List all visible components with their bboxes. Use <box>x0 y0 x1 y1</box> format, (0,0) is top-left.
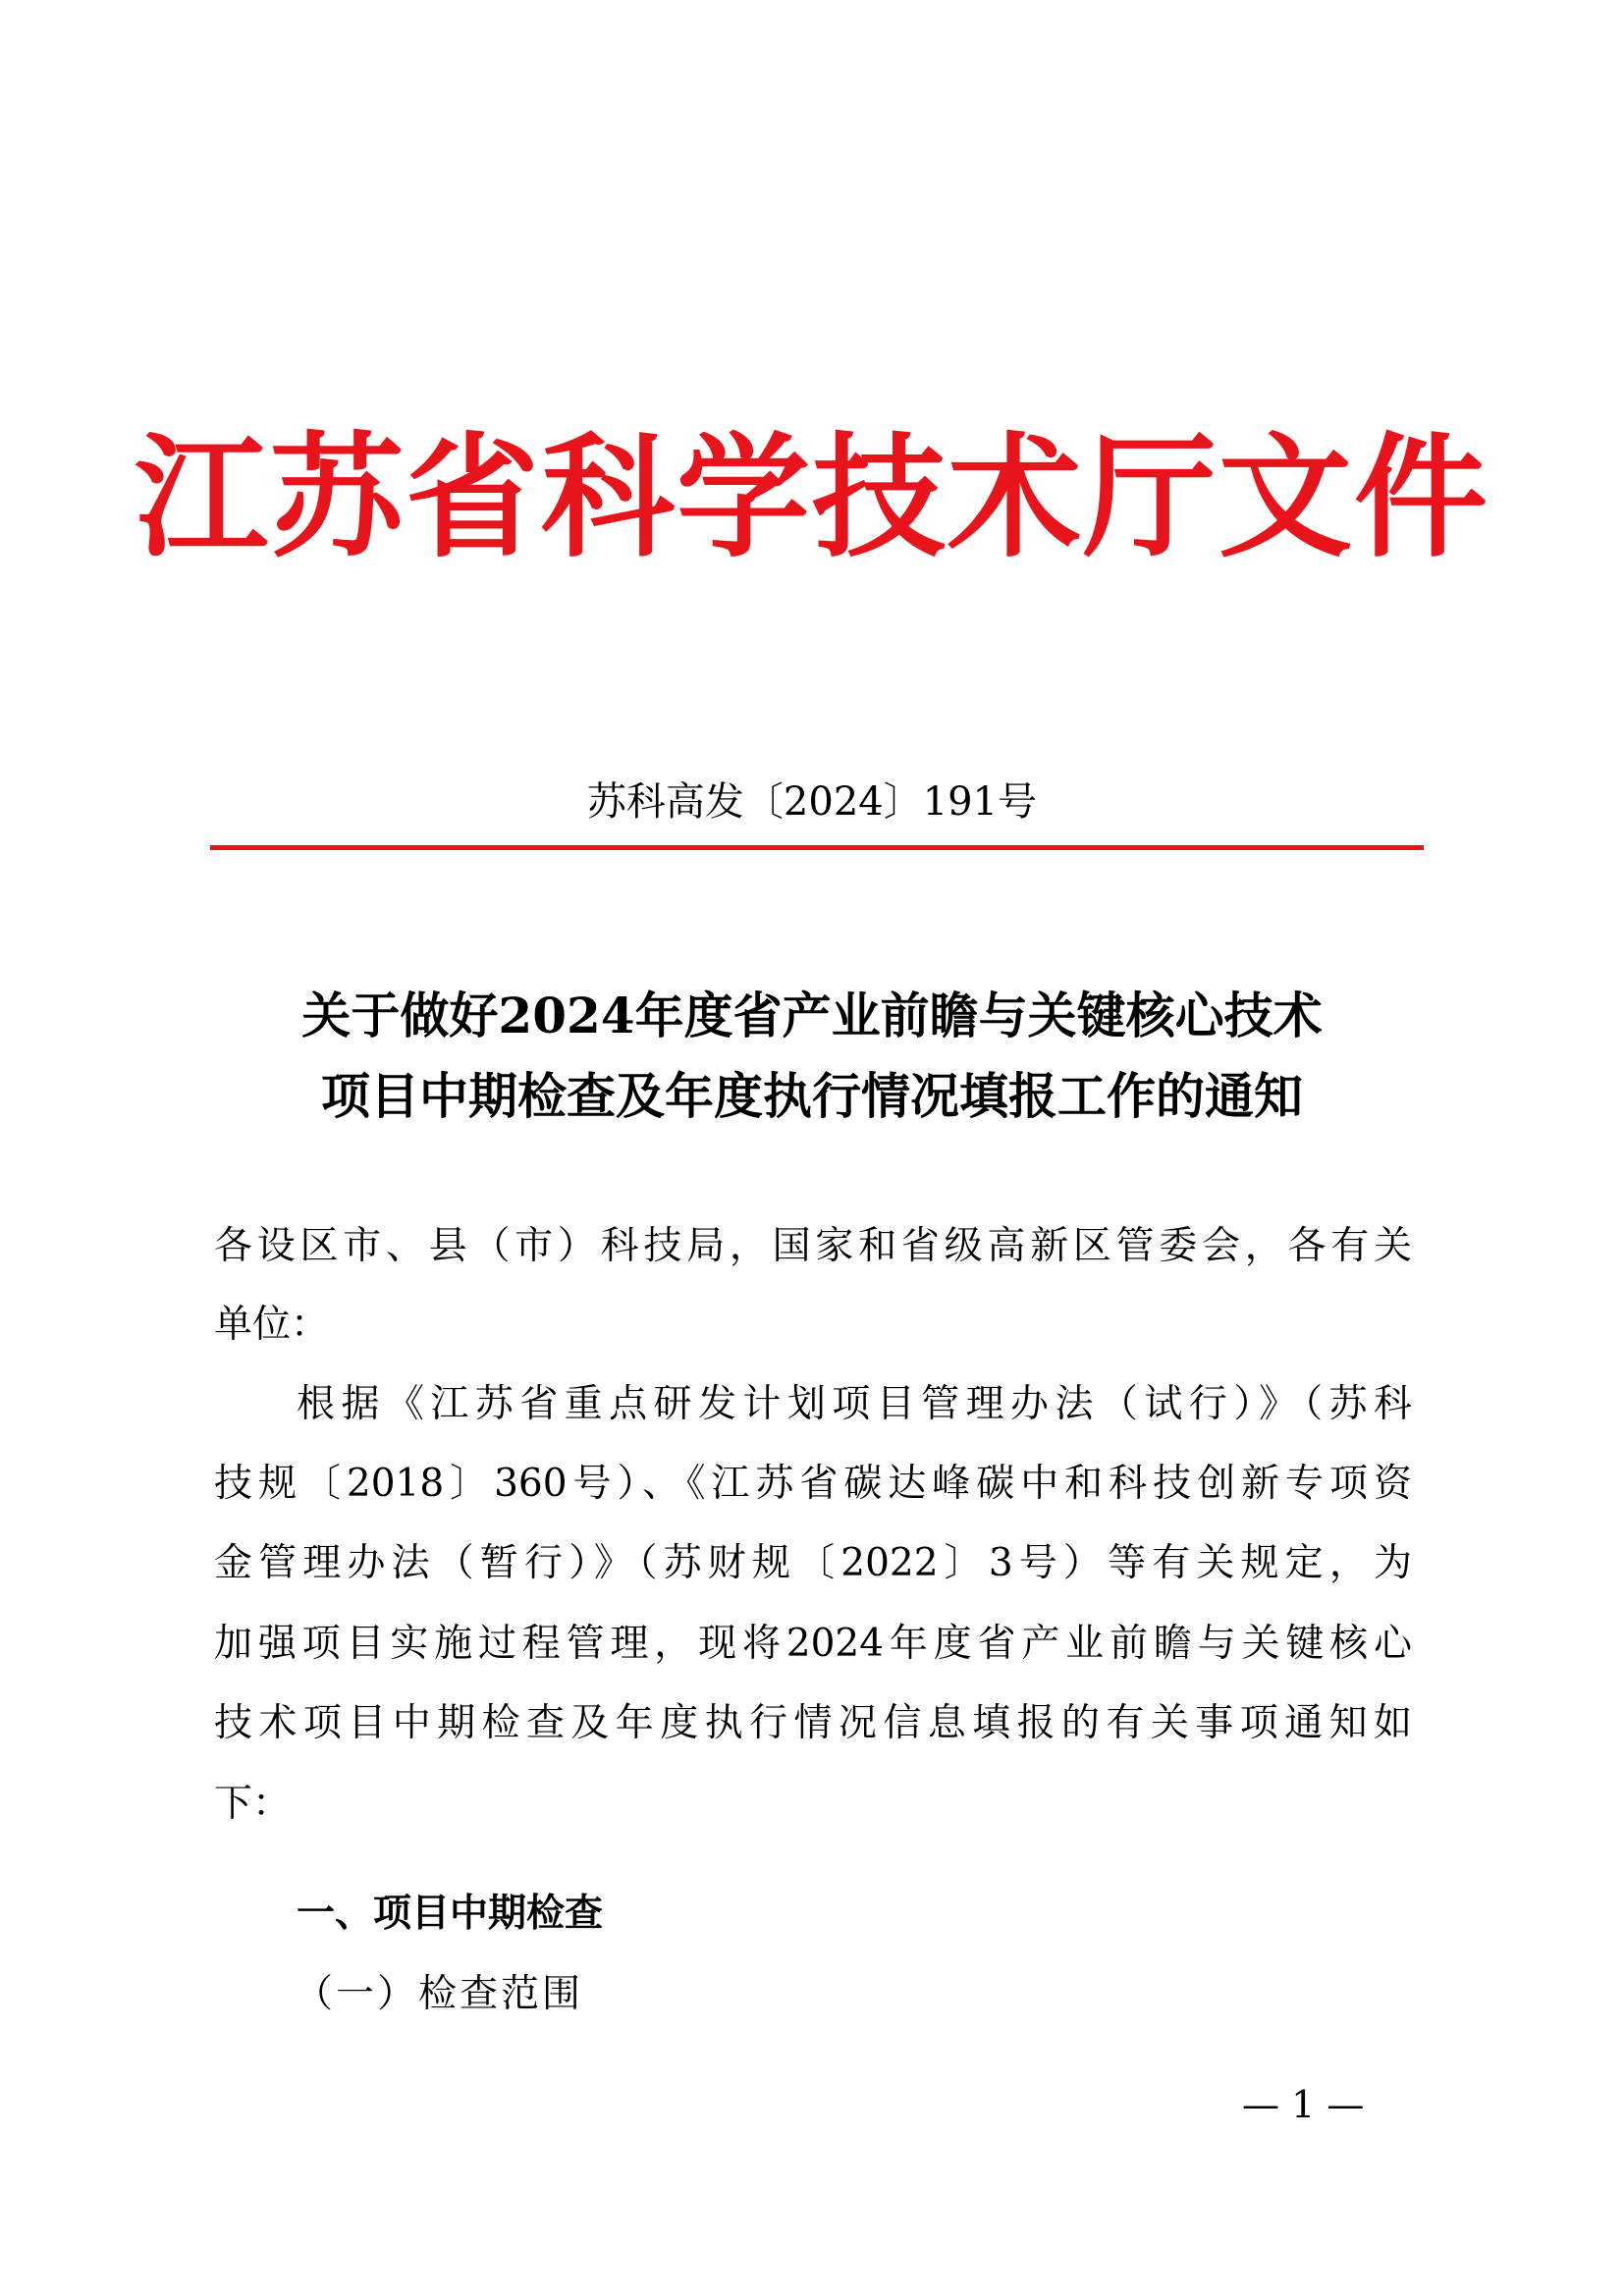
red-divider-line <box>210 845 1424 850</box>
salutation-line-2: 单位： <box>214 1303 330 1347</box>
document-number: 苏科高发〔2024〕191号 <box>586 779 1038 825</box>
paragraph-line-4: 加强项目实施过程管理，现将2024年度省产业前瞻与关键核心 <box>214 1622 1412 1666</box>
masthead-title: 江苏省科学技术厅文件 <box>135 421 1489 576</box>
notice-title-line-2: 项目中期检查及年度执行情况填报工作的通知 <box>321 1067 1303 1125</box>
page-number: — 1 — <box>1242 2083 1365 2126</box>
section-heading: 一、项目中期检查 <box>297 1892 604 1936</box>
notice-title-line-1: 关于做好2024年度省产业前瞻与关键核心技术 <box>301 987 1323 1044</box>
paragraph-line-2: 技规〔2018〕360号）、《江苏省碳达峰碳中和科技创新专项资 <box>214 1462 1412 1506</box>
salutation-line-1: 各设区市、县（市）科技局，国家和省级高新区管委会，各有关 <box>214 1224 1412 1268</box>
paragraph-line-6: 下： <box>214 1782 292 1826</box>
paragraph-line-1: 根据《江苏省重点研发计划项目管理办法（试行）》（苏科 <box>297 1382 1412 1426</box>
paragraph-line-5: 技术项目中期检查及年度执行情况信息填报的有关事项通知如 <box>214 1701 1412 1745</box>
subsection-heading: （一）检查范围 <box>295 1972 584 2016</box>
paragraph-line-3: 金管理办法（暂行）》（苏财规〔2022〕3号）等有关规定，为 <box>214 1541 1412 1585</box>
